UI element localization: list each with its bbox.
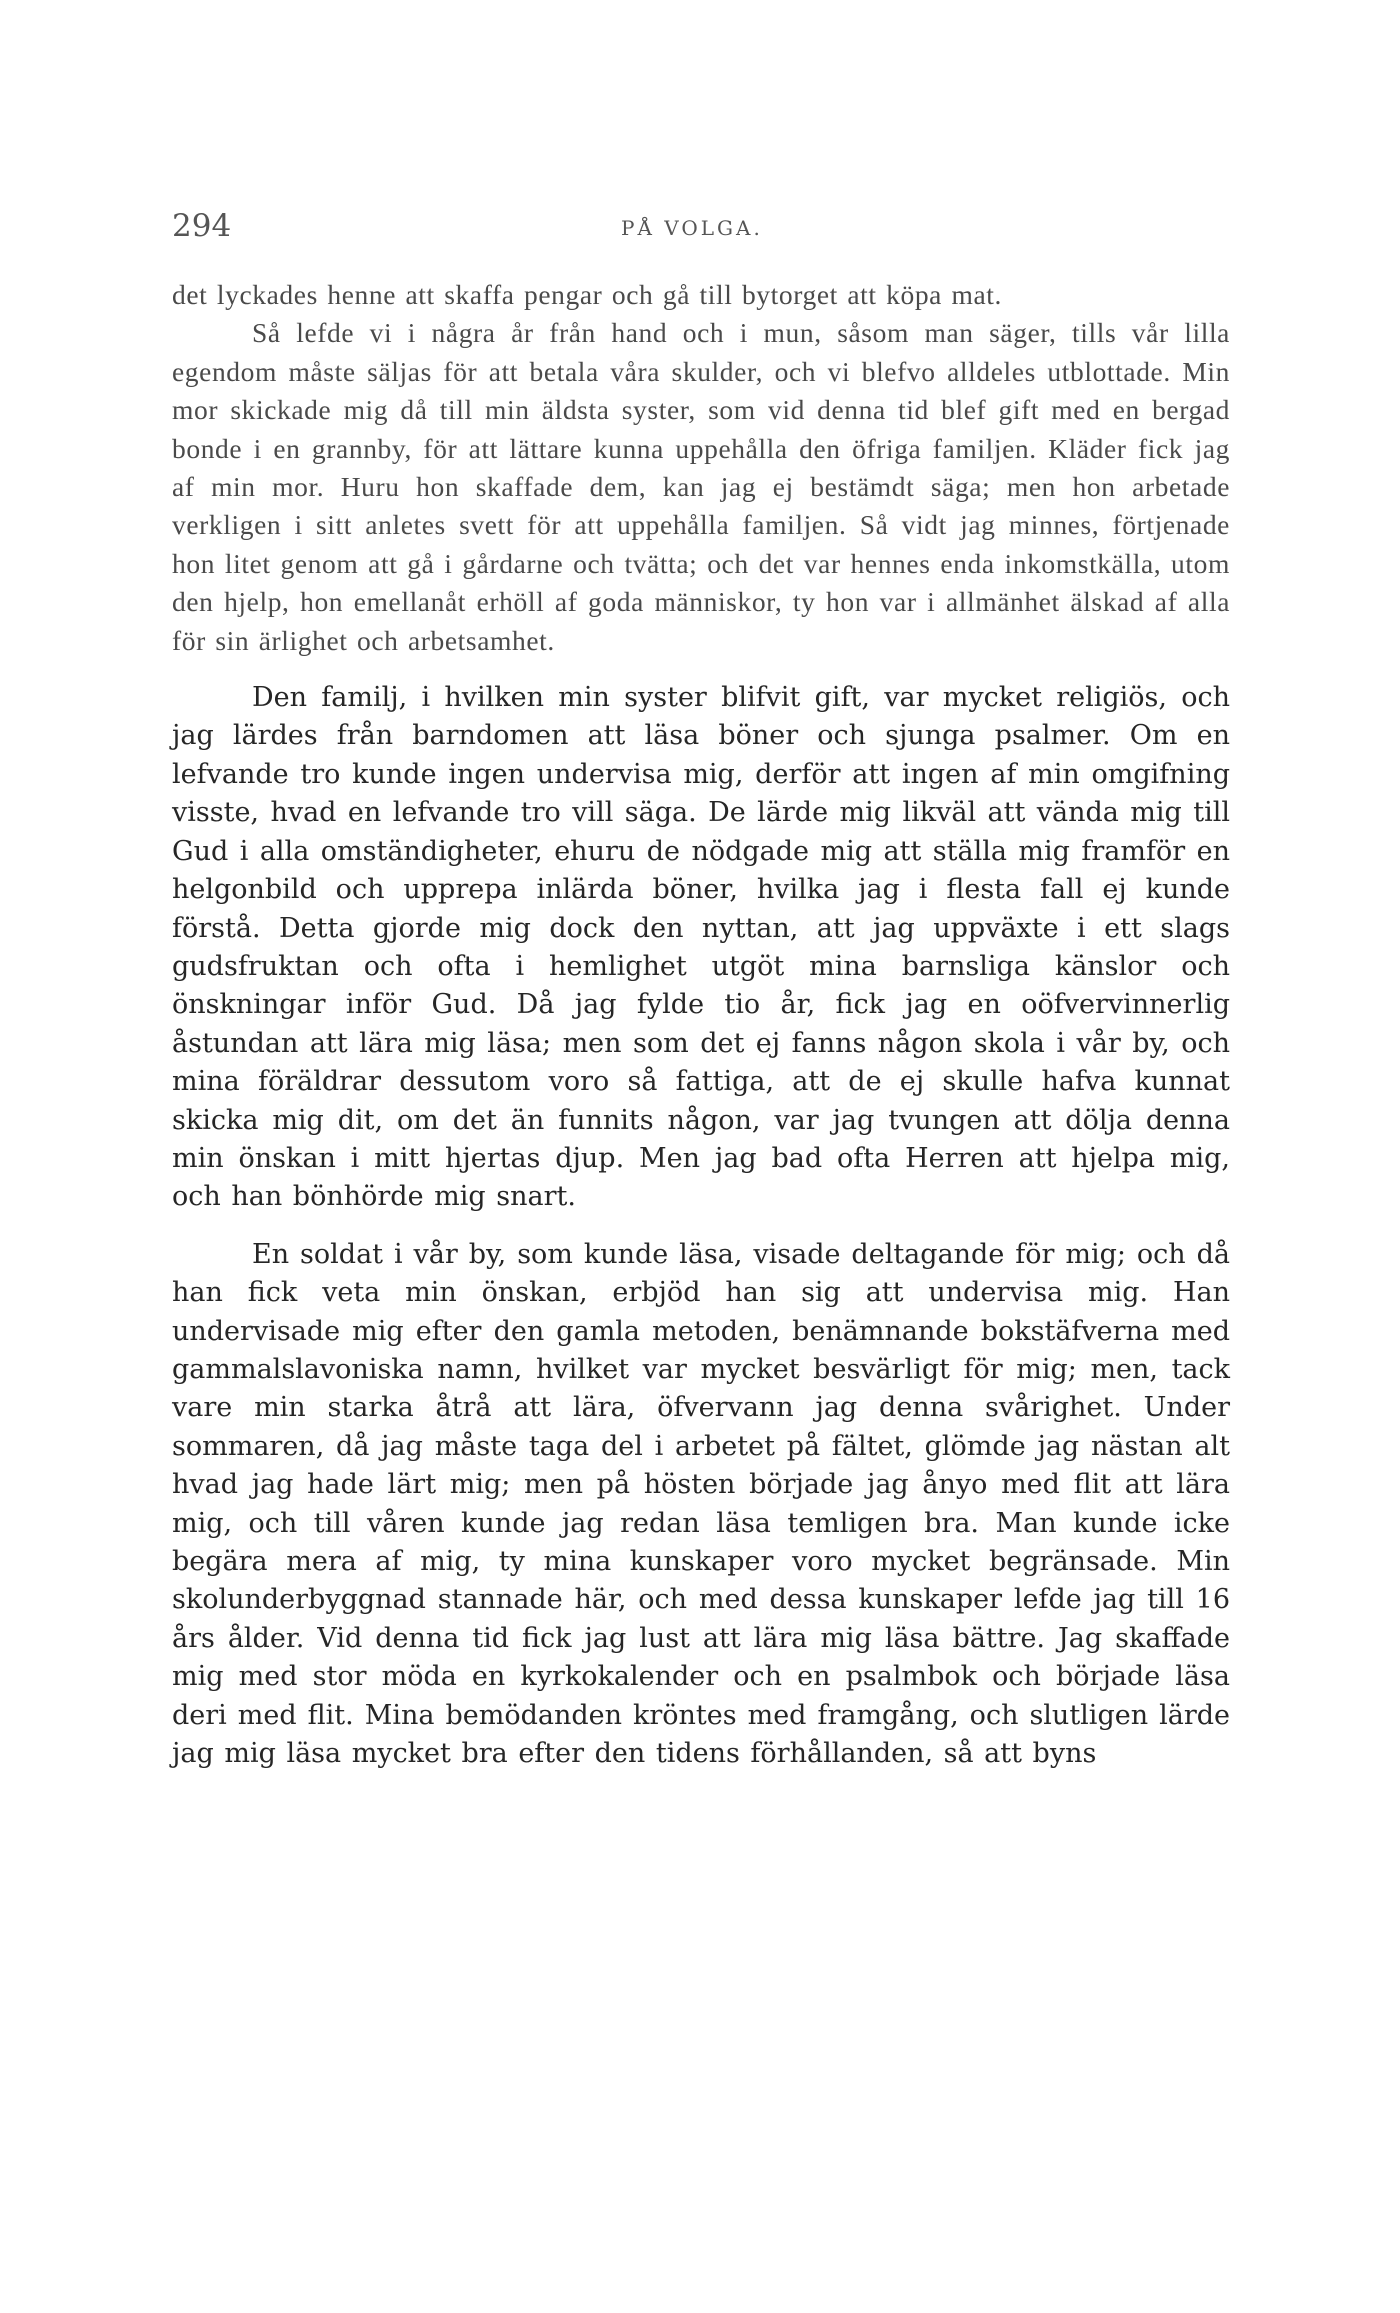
page-header <box>172 208 1230 248</box>
page-number: 294 <box>172 208 232 244</box>
paragraph-4: En soldat i vår by, som kunde läsa, visade deltagande för mig; och då han fick veta min önskan, erbjöd han sig att undervisa mig. Han undervisade mig efter den gamla metoden, benämnande bokstäfverna med gammalslavoniska namn, hvilket var mycket besvärligt för mig; men, tack vare min starka åtrå att lära, öfvervann jag denna svårighet. Under sommaren, då jag måste taga del i arbetet på fältet, glömde jag nästan alt hvad jag hade lärt mig; men på hösten började jag ånyo med flit att lära mig, och till våren kunde jag redan läsa temligen bra. Man kunde icke begära mera af mig, ty mina kunskaper voro mycket begränsade. Min skolunderbyggnad stannade här, och med dessa kunskaper lefde jag till 16 års ålder. Vid denna tid fick jag lust att lära mig läsa bättre. Jag skaffade mig med stor möda en kyrkokalender och en psalmbok och började läsa deri med flit. Mina bemödanden kröntes med framgång, och slutligen lärde jag mig läsa mycket bra efter den tidens förhållanden, så att byns <box>172 1238 1230 1770</box>
paragraph-3: Den familj, i hvilken min syster blifvit gift, var mycket religiös, och jag lärdes från barndomen att läsa böner och sjunga psalmer. Om en lefvande tro kunde ingen undervisa mig, derför att ingen af min omgifning visste, hvad en lefvande tro vill säga. De lärde mig likväl att vända mig till Gud i alla omständigheter, ehuru de nödgade mig att ställa mig framför en helgonbild och upprepa inlärda böner, hvilka jag i flesta fall ej kunde förstå. Detta gjorde mig dock den nyttan, att jag uppväxte i ett slags gudsfruktan och ofta i hemlighet utgöt mina barnsliga känslor och önskningar inför Gud. Då jag fylde tio år, fick jag en oöfvervinnerlig åstundan att lära mig läsa; men som det ej fanns någon skola i vår by, och mina föräldrar dessutom voro så fattiga, att de ej skulle hafva kunnat skicka mig dit, om det än funnits någon, var jag tvungen att dölja denna min önskan i mitt hjertas djup. Men jag bad ofta Herren att hjelpa mig, och han bönhörde mig snart. <box>172 682 1230 1213</box>
body-text <box>172 276 1230 1773</box>
paragraph-1: det lyckades henne att skaffa pengar och gå till bytorget att köpa mat. <box>172 279 1002 310</box>
paragraph-2: Så lefde vi i några år från hand och i mun, såsom man säger, tills vår lilla egendom måste säljas för att betala våra skulder, och vi blefvo alldeles utblottade. Min mor skickade mig då till min äldsta syster, som vid denna tid blef gift med en bergad bonde i en grannby, för att lättare kunna uppehålla den öfriga familjen. Kläder fick jag af min mor. Huru hon skaffade dem, kan jag ej bestämdt säga; men hon arbetade verkligen i sitt anletes svett för att uppehålla familjen. Så vidt jag minnes, förtjenade hon litet genom att gå i gårdarne och tvätta; och det var hennes enda inkomstkälla, utom den hjelp, hon emellanåt erhöll af goda människor, ty hon var i allmänhet älskad af alla för sin ärlighet och arbetsamhet. <box>172 317 1230 656</box>
running-head: PÅ VOLGA. <box>621 216 763 240</box>
